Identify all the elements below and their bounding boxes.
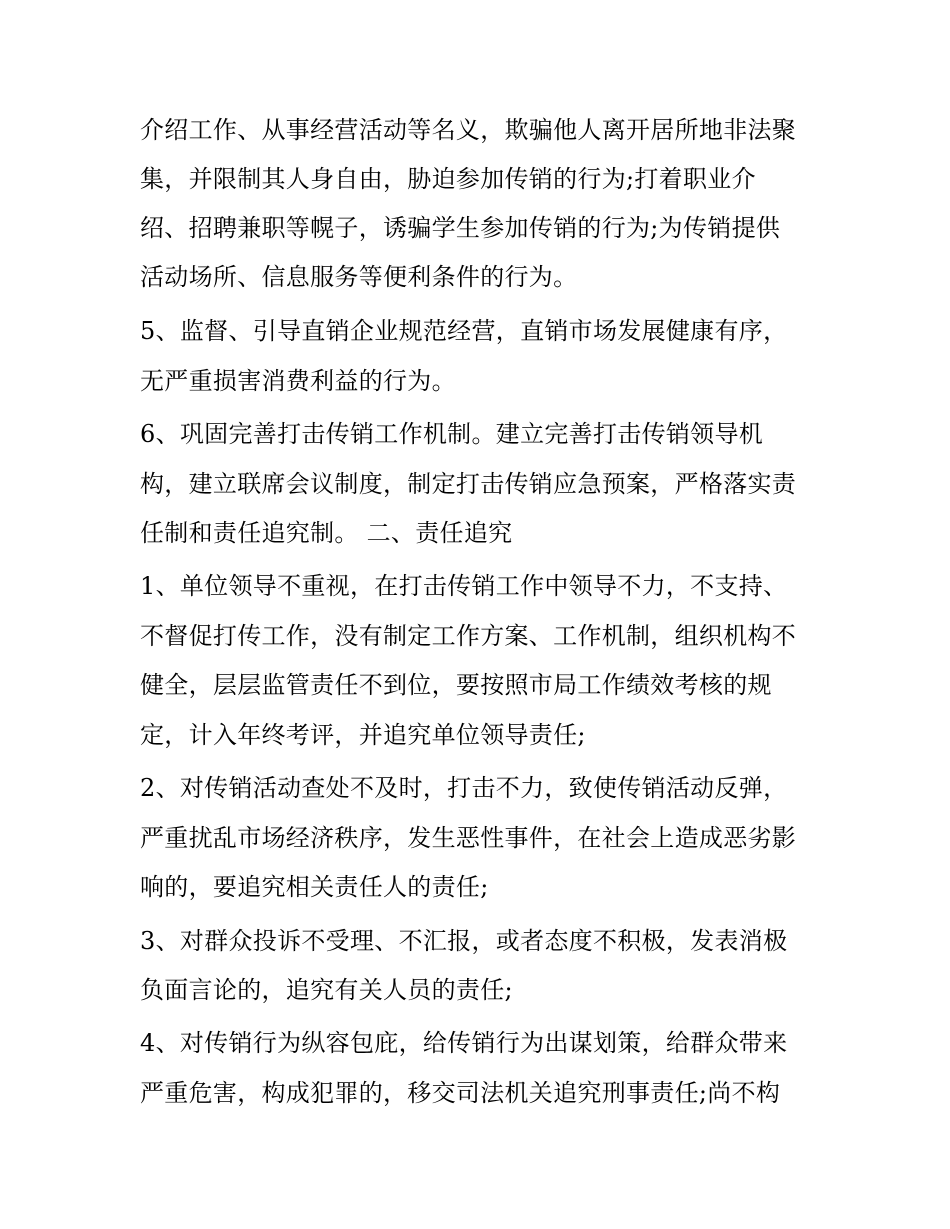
text-line: 严重扰乱市场经济秩序，发生恶性事件，在社会上造成恶劣影 [140,824,797,852]
text-line: 3、对群众投诉不受理、不汇报，或者态度不积极，发表消极 [140,927,788,955]
text-line: 负面言论的，追究有关人员的责任; [140,976,513,1004]
text-line: 4、对传销行为纵容包庇，给传销行为出谋划策，给群众带来 [140,1029,788,1057]
text-line: 健全，层层监管责任不到位，要按照市局工作绩效考核的规 [140,671,772,699]
text-line: 不督促打传工作，没有制定工作方案、工作机制，组织机构不 [140,622,797,650]
text-line: 定，计入年终考评，并追究单位领导责任; [140,721,586,749]
text-line: 构，建立联席会议制度，制定打击传销应急预案，严格落实责 [140,470,797,498]
text-line: 响的，要追究相关责任人的责任; [140,873,489,901]
text-line: 任制和责任追究制。 二、责任追究 [140,519,513,547]
text-line: 5、监督、引导直销企业规范经营，直销市场发展健康有序， [140,317,788,345]
text-line: 集，并限制其人身自由，胁迫参加传销的行为;打着职业介 [140,165,756,193]
text-line: 严重危害，构成犯罪的，移交司法机关追究刑事责任;尚不构 [140,1079,781,1107]
text-line: 6、巩固完善打击传销工作机制。建立完善打击传销领导机 [140,420,764,448]
text-line: 1、单位领导不重视，在打击传销工作中领导不力，不支持、 [140,572,788,600]
text-line: 绍、招聘兼职等幌子，诱骗学生参加传销的行为;为传销提供 [140,214,781,242]
text-line: 活动场所、信息服务等便利条件的行为。 [140,263,578,291]
text-line: 无严重损害消费利益的行为。 [140,367,456,395]
text-line: 2、对传销活动查处不及时，打击不力，致使传销活动反弹， [140,774,788,802]
text-line: 介绍工作、从事经营活动等名义，欺骗他人离开居所地非法聚 [140,116,797,144]
